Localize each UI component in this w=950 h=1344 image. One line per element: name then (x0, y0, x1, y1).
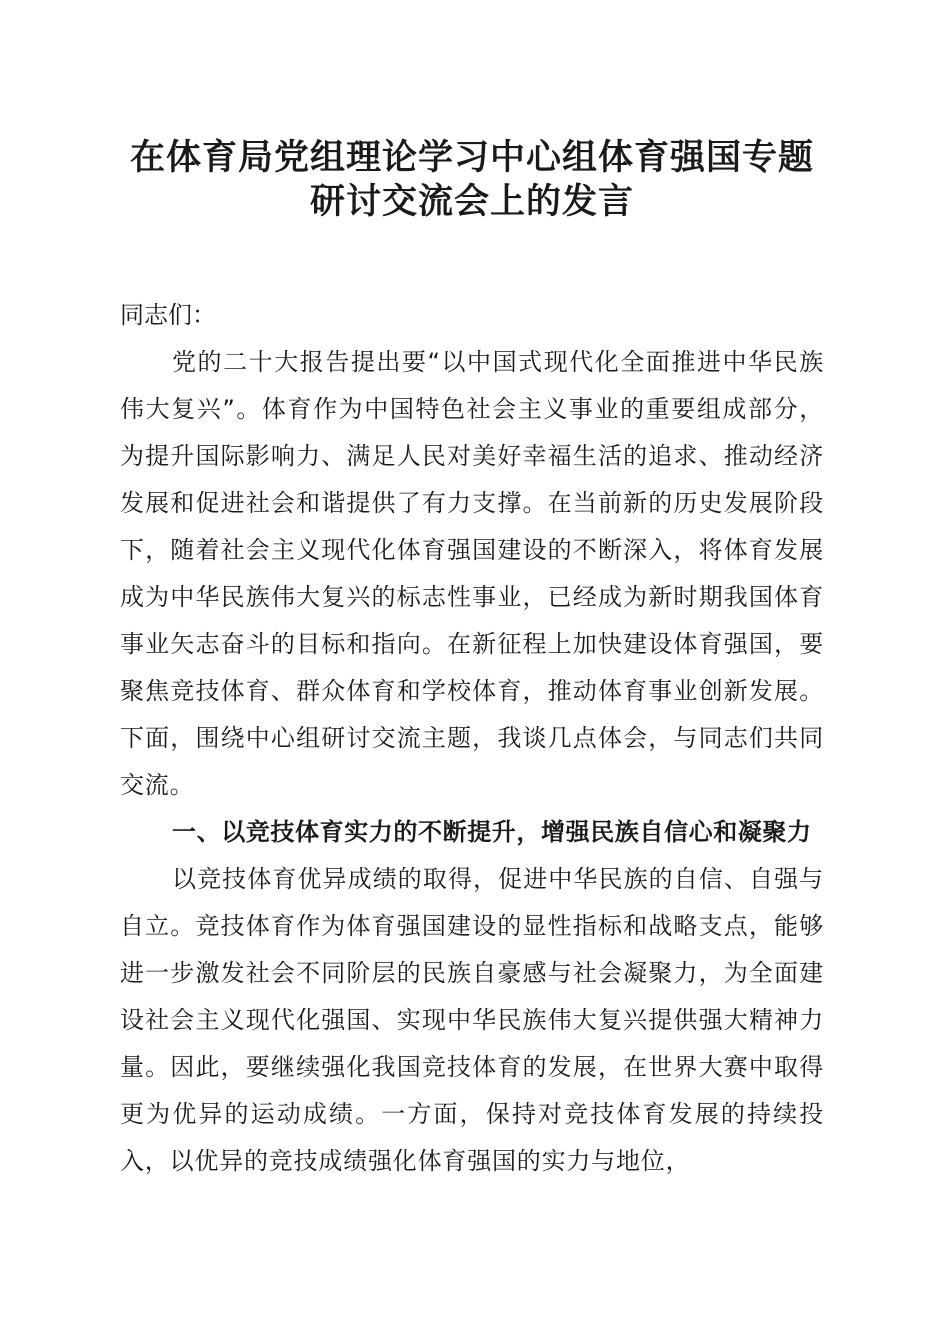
section-1-paragraph: 以竞技体育优异成绩的取得，促进中华民族的自信、自强与自立。竞技体育作为体育强国建设的显性指标和战略支点，能够进一步激发社会不同阶层的民族自豪感与社会凝聚力，为全面建设社会主义现代化强国、实现中华民族伟大复兴提供强大精神力量。因此，要继续强化我国竞技体育的发展，在世界大赛中取得更为优异的运动成绩。一方面，保持对竞技体育发展的持续投入，以优异的竞技成绩强化体育强国的实力与地位， (120, 865, 824, 1175)
section-heading-1: 一、以竞技体育实力的不断提升，增强民族自信心和凝聚力 (172, 818, 812, 846)
intro-paragraph: 党的二十大报告提出要“以中国式现代化全面推进中华民族伟大复兴”。体育作为中国特色社会主义事业的重要组成部分，为提升国际影响力、满足人民对美好幸福生活的追求、推动经济发展和促进社会和谐提供了有力支撑。在当前新的历史发展阶段下，随着社会主义现代化体育强国建设的不断深入，将体育发展成为中华民族伟大复兴的标志性事业，已经成为新时期我国体育事业矢志奋斗的目标和指向。在新征程上加快建设体育强国，要聚焦竞技体育、群众体育和学校体育，推动体育事业创新发展。下面，围绕中心组研讨交流主题，我谈几点体会，与同志们共同交流。 (120, 348, 824, 799)
salutation: 同志们： (120, 301, 216, 329)
document-title: 在体育局党组理论学习中心组体育强国专题研讨交流会上的发言 (129, 137, 814, 222)
